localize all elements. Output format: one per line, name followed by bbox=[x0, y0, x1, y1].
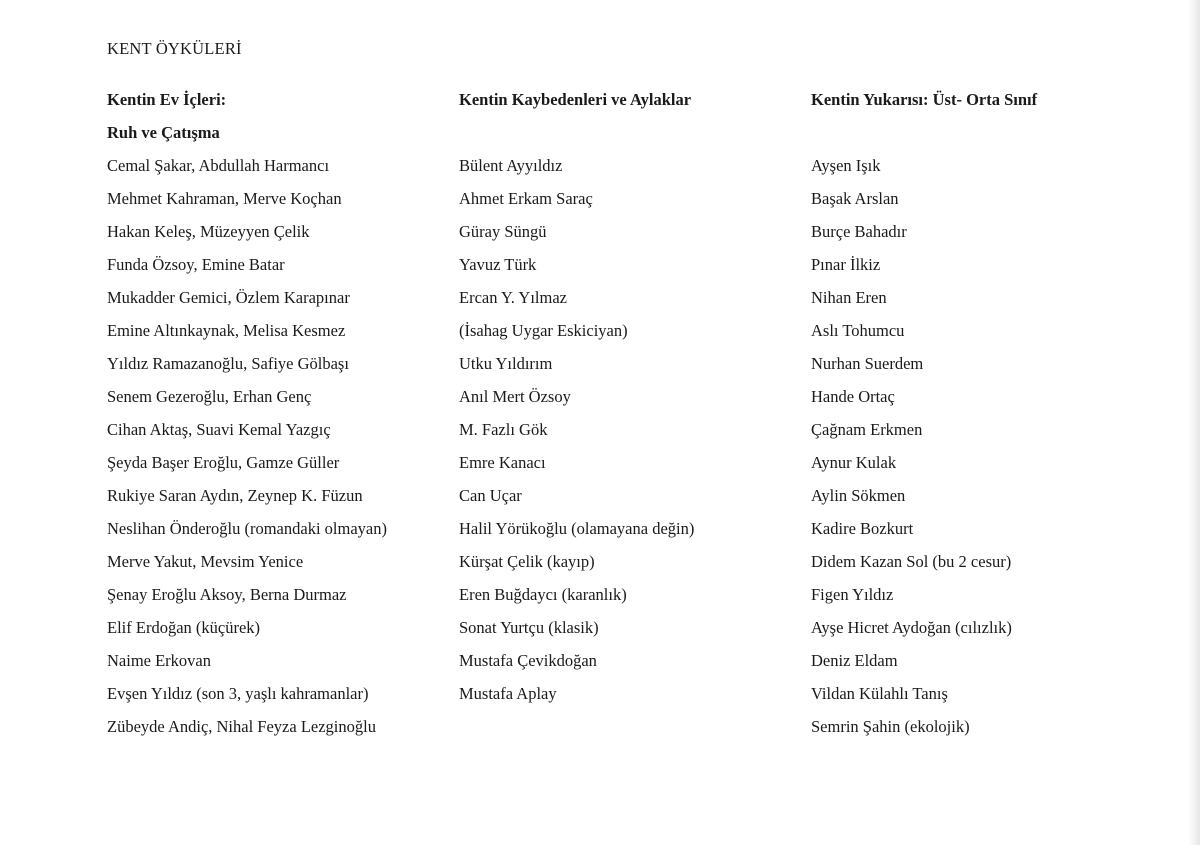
list-item: Mukadder Gemici, Özlem Karapınar bbox=[107, 288, 350, 307]
list-item: Emine Altınkaynak, Melisa Kesmez bbox=[107, 321, 346, 340]
list-item: Sonat Yurtçu (klasik) bbox=[459, 618, 599, 637]
list-item: M. Fazlı Gök bbox=[459, 420, 548, 439]
list-item: Nurhan Suerdem bbox=[811, 354, 924, 373]
list-item: Cemal Şakar, Abdullah Harmancı bbox=[107, 156, 330, 175]
list-item: Şenay Eroğlu Aksoy, Berna Durmaz bbox=[107, 585, 347, 604]
list-item: Başak Arslan bbox=[811, 189, 899, 208]
list-item: Aslı Tohumcu bbox=[811, 321, 905, 340]
column-kaybedenler bbox=[459, 89, 799, 716]
list-item: Naime Erkovan bbox=[107, 651, 212, 670]
list-item: Aynur Kulak bbox=[811, 453, 897, 472]
list-item: Şeyda Başer Eroğlu, Gamze Güller bbox=[107, 453, 340, 472]
author-list bbox=[107, 155, 447, 749]
column-subheading: Ruh ve Çatışma bbox=[107, 123, 220, 142]
list-item: Kürşat Çelik (kayıp) bbox=[459, 552, 595, 571]
list-item: Çağnam Erkmen bbox=[811, 420, 923, 439]
column-heading: Kentin Ev İçleri: bbox=[107, 90, 227, 109]
list-item: Neslihan Önderoğlu (romandaki olmayan) bbox=[107, 519, 387, 538]
list-item: Mustafa Aplay bbox=[459, 684, 557, 703]
list-item: Cihan Aktaş, Suavi Kemal Yazgıç bbox=[107, 420, 331, 439]
list-item: Elif Erdoğan (küçürek) bbox=[107, 618, 261, 637]
list-item: Yavuz Türk bbox=[459, 255, 537, 274]
list-item: Eren Buğdaycı (karanlık) bbox=[459, 585, 627, 604]
column-heading: Kentin Yukarısı: Üst- Orta Sınıf bbox=[811, 90, 1038, 109]
list-item: (İsahag Uygar Eskiciyan) bbox=[459, 321, 628, 340]
list-item: Mustafa Çevikdoğan bbox=[459, 651, 597, 670]
list-item: Bülent Ayyıldız bbox=[459, 156, 563, 175]
list-item: Halil Yörükoğlu (olamayana değin) bbox=[459, 519, 695, 538]
list-item: Ayşen Işık bbox=[811, 156, 881, 175]
list-item: Ayşe Hicret Aydoğan (cılızlık) bbox=[811, 618, 1012, 637]
list-item: Merve Yakut, Mevsim Yenice bbox=[107, 552, 304, 571]
list-item: Ahmet Erkam Saraç bbox=[459, 189, 593, 208]
list-item: Senem Gezeroğlu, Erhan Genç bbox=[107, 387, 312, 406]
list-item: Yıldız Ramazanoğlu, Safiye Gölbaşı bbox=[107, 354, 349, 373]
list-item: Burçe Bahadır bbox=[811, 222, 907, 241]
list-item: Can Uçar bbox=[459, 486, 522, 505]
column-heading: Kentin Kaybedenleri ve Aylaklar bbox=[459, 90, 692, 109]
list-item: Evşen Yıldız (son 3, yaşlı kahramanlar) bbox=[107, 684, 369, 703]
list-item: Pınar İlkiz bbox=[811, 255, 881, 274]
list-item: Hande Ortaç bbox=[811, 387, 895, 406]
column-ev-icleri bbox=[107, 89, 447, 749]
list-item: Nihan Eren bbox=[811, 288, 887, 307]
list-item: Emre Kanacı bbox=[459, 453, 546, 472]
list-item: Aylin Sökmen bbox=[811, 486, 906, 505]
list-item: Mehmet Kahraman, Merve Koçhan bbox=[107, 189, 342, 208]
page-edge-shadow bbox=[1188, 0, 1200, 845]
list-item: Semrin Şahin (ekolojik) bbox=[811, 717, 970, 736]
list-item: Ercan Y. Yılmaz bbox=[459, 288, 567, 307]
list-item: Anıl Mert Özsoy bbox=[459, 387, 571, 406]
list-item: Deniz Eldam bbox=[811, 651, 898, 670]
list-item: Güray Süngü bbox=[459, 222, 547, 241]
list-item: Zübeyde Andiç, Nihal Feyza Lezginoğlu bbox=[107, 717, 376, 736]
list-item: Kadire Bozkurt bbox=[811, 519, 914, 538]
column-yukarisi bbox=[811, 89, 1151, 749]
list-item: Didem Kazan Sol (bu 2 cesur) bbox=[811, 552, 1012, 571]
list-item: Vildan Külahlı Tanış bbox=[811, 684, 948, 703]
document-title: KENT ÖYKÜLERİ bbox=[107, 39, 242, 58]
list-item: Figen Yıldız bbox=[811, 585, 894, 604]
list-item: Hakan Keleş, Müzeyyen Çelik bbox=[107, 222, 310, 241]
list-item: Funda Özsoy, Emine Batar bbox=[107, 255, 285, 274]
list-item: Rukiye Saran Aydın, Zeynep K. Füzun bbox=[107, 486, 363, 505]
author-list bbox=[459, 155, 799, 716]
author-list bbox=[811, 155, 1151, 749]
list-item: Utku Yıldırım bbox=[459, 354, 553, 373]
